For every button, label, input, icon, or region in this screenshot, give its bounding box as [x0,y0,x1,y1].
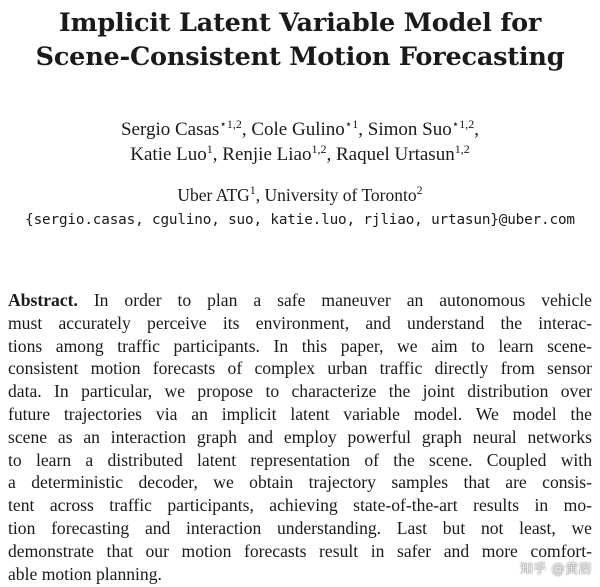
zhihu-watermark: 知乎 @黄浴 [519,562,592,577]
abstract-line: consistent motion forecasts of complex urban traffic directly from sensor [8,358,592,379]
author-name: Cole Gulino [251,119,345,140]
author-name: Katie Luo [130,144,207,165]
affiliation-line [0,183,600,208]
author-separator: , [358,119,368,140]
abstract [8,289,592,585]
abstract-line: demonstrate that our motion forecasts result in safer and more comfort- [8,540,592,561]
abstract-line: tent across traffic participants, achieving state-of-the-art results in mo- [8,495,592,516]
affiliation-block [0,183,600,233]
abstract-line: to learn a distributed latent representation of the scene. Coupled with [8,449,592,470]
abstract-heading: Abstract. [8,290,78,310]
title-line-1: Implicit Latent Variable Model for [58,8,542,38]
author-name: Raquel Urtasun [335,144,455,165]
paper-title [0,6,600,74]
author-name: Renjie Liao [222,144,312,165]
author-separator: , [326,144,336,165]
abstract-line: tions among traffic participants. In this paper, we aim to learn scene- [8,335,592,356]
author-separator: , [474,119,479,140]
abstract-line: scene as an interaction graph and employ powerful graph neural networks [8,426,592,447]
author-affiliation-mark: ⋆1,2 [451,117,475,131]
author-list [0,117,600,167]
abstract-line [8,289,592,312]
abstract-line: data. In particular, we propose to characterize the joint distribution over [8,381,592,402]
abstract-line: a deterministic decoder, we obtain trajectory samples that are consis- [8,472,592,493]
abstract-text: In order to plan a safe maneuver an autonomous vehicle [93,290,592,310]
author-separator: , [241,119,252,140]
affiliation-uber: Uber ATG [177,185,250,205]
author-affiliation-mark: 1,2 [311,142,327,156]
author-separator: , [212,144,223,165]
author-name: Sergio Casas [120,119,220,140]
authors-line-1 [0,117,600,142]
abstract-line: must accurately perceive its environment, and understand the interac- [8,312,592,333]
author-affiliation-mark: ⋆1,2 [219,117,242,131]
authors-line-2 [0,142,600,167]
author-affiliation-mark: 1 [206,142,213,156]
affiliation-mark: 1 [249,183,256,197]
author-emails: {sergio.casas, cgulino, suo, katie.luo, rjliao, urtasun}@uber.com [25,212,575,228]
affiliation-toronto: , University of Toronto [255,185,417,205]
title-line-2: Scene-Consistent Motion Forecasting [35,42,565,72]
author-name: Simon Suo [367,119,452,140]
abstract-line: tion forecasting and interaction understanding. Last but not least, we [8,517,592,538]
author-affiliation-mark: ⋆1 [344,117,359,131]
author-affiliation-mark: 1,2 [454,142,470,156]
abstract-line: able motion planning. [8,563,162,584]
abstract-line: future trajectories via an implicit latent variable model. We model the [8,403,592,424]
affiliation-mark: 2 [416,183,423,197]
